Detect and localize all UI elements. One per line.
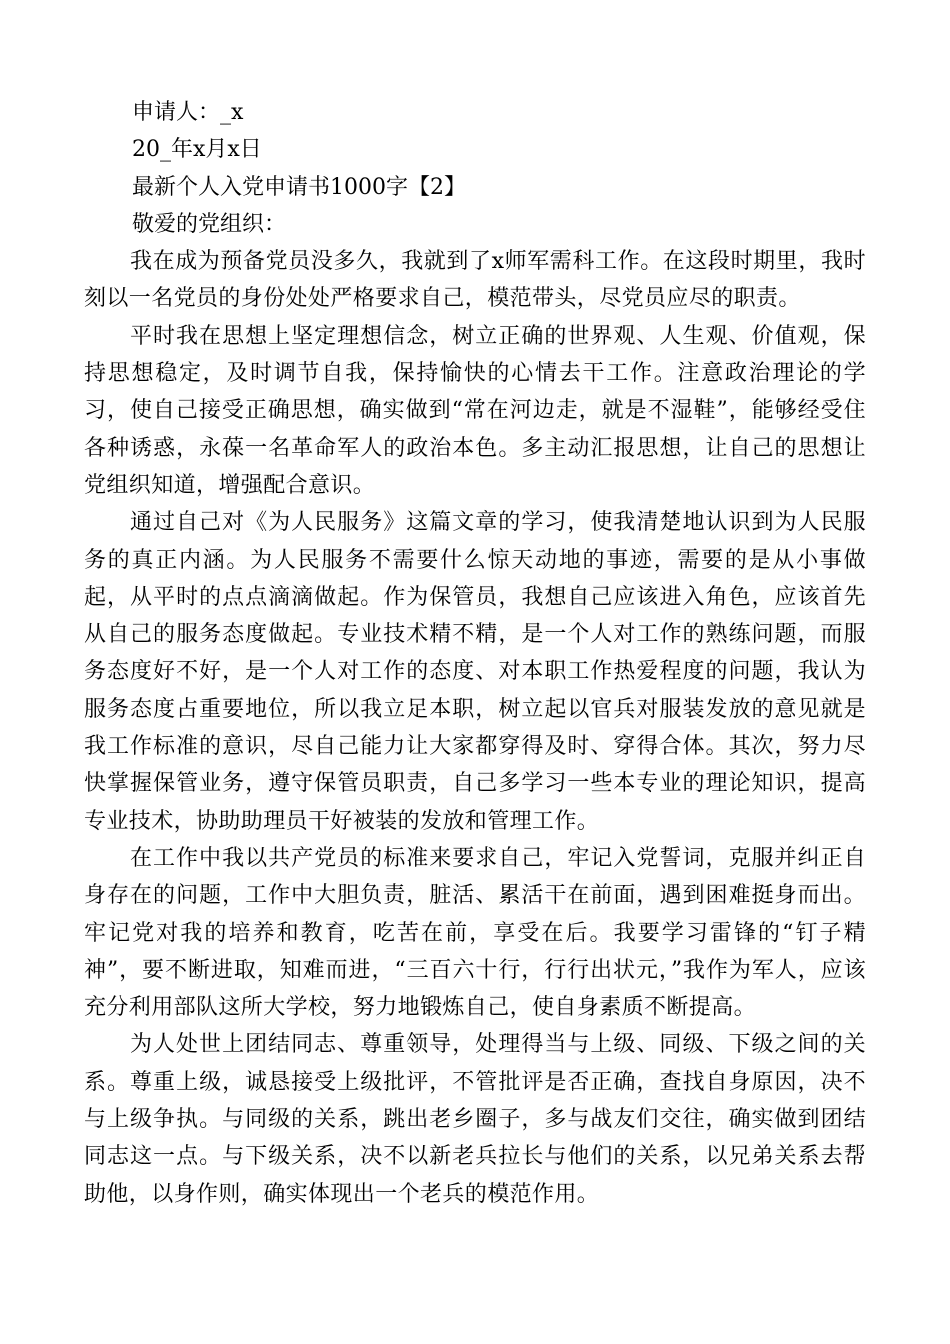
- paragraph: 我在成为预备党员没多久，我就到了x师军需科工作。在这段时期里，我时刻以一名党员的身份处处严格要求自己，模范带头，尽党员应尽的职责。: [84, 249, 866, 312]
- paragraph: 为人处世上团结同志、尊重领导，处理得当与上级、同级、下级之间的关系。尊重上级，诚恳接受上级批评，不管批评是否正确，查找自身原因，决不与上级争执。与同级的关系，跳出老乡圈子，多与战友们交往，确实做到团结同志这一点。与下级关系，决不以新老兵拉长与他们的关系，以兄弟关系去帮助他，以身作则，确实体现出一个老兵的模范作用。: [84, 1032, 866, 1207]
- applicant-line: 申请人：_x: [132, 100, 244, 125]
- paragraph: 通过自己对《为人民服务》这篇文章的学习，使我清楚地认识到为人民服务的真正内涵。为人民服务不需要什么惊天动地的事迹，需要的是从小事做起，从平时的点点滴滴做起。作为保管员，我想自己应该进入角色，应该首先从自己的服务态度做起。专业技术精不精，是一个人对工作的熟练问题，而服务态度好不好，是一个人对工作的态度、对本职工作热爱程度的问题，我认为服务态度占重要地位，所以我立足本职，树立起以官兵对服装发放的意见就是我工作标准的意识，尽自己能力让大家都穿得及时、穿得合体。其次，努力尽快掌握保管业务，遵守保管员职责，自己多学习一些本专业的理论知识，提高专业技术，协助助理员干好被装的发放和管理工作。: [84, 510, 866, 834]
- salutation: 敬爱的党组织：: [132, 211, 287, 237]
- paragraph: 在工作中我以共产党员的标准来要求自己，牢记入党誓词，克服并纠正自身存在的问题，工作中大胆负责，脏活、累活干在前面，遇到困难挺身而出。牢记党对我的培养和教育，吃苦在前，享受在后。我要学习雷锋的“钉子精神”，要不断进取，知难而进，“三百六十行，行行出状元，”我作为军人，应该充分利用部队这所大学校，努力地锻炼自己，使自身素质不断提高。: [84, 845, 866, 1021]
- document-body: [84, 94, 866, 1213]
- paragraph: 平时我在思想上坚定理想信念，树立正确的世界观、人生观、价值观，保持思想稳定，及时调节自我，保持愉快的心情去干工作。注意政治理论的学习，使自己接受正确思想，确实做到“常在河边走，就是不湿鞋”，能够经受住各种诱惑，永葆一名革命军人的政治本色。多主动汇报思想，让自己的思想让党组织知道，增强配合意识。: [84, 323, 866, 498]
- date-line: 20_年x月x日: [132, 137, 262, 163]
- document-title: 最新个人入党申请书1000字【2】: [132, 174, 466, 200]
